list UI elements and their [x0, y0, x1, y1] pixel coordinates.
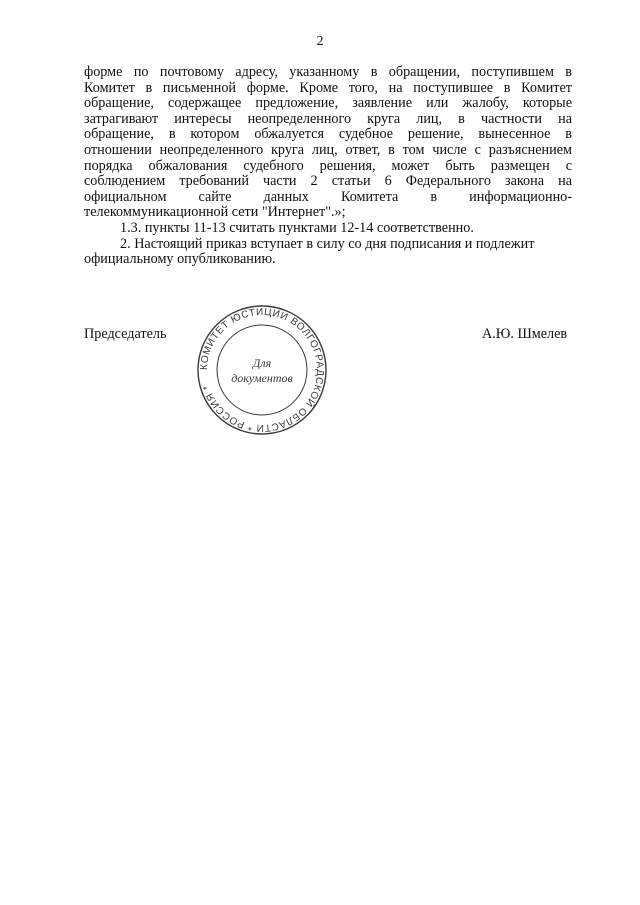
signer-name: А.Ю. Шмелев [482, 326, 568, 342]
signer-title: Председатель [84, 326, 167, 342]
seal-center-line-2: документов [231, 371, 293, 385]
text-line: обращение, содержащее предложение, заявление или жалобу, которые [84, 95, 572, 112]
document-body [84, 65, 572, 268]
page-number: 2 [316, 34, 324, 49]
text-line: форме по почтовому адресу, указанному в обращении, поступившем в [84, 64, 572, 80]
text-line: отношении неопределенного круга лиц, ответ, в том числе с разъяснением [84, 141, 572, 158]
item-1-3: 1.3. пункты 11-13 считать пунктами 12-14 соответственно. [120, 219, 474, 236]
text-line: порядка обжалования судебного решения, может быть размещен с [84, 157, 572, 174]
text-line: телекоммуникационной сети "Интернет".»; [84, 204, 346, 221]
seal-center-line-1: Для [252, 356, 272, 370]
text-line: Комитет в письменной форме. Кроме того, на поступившее в Комитет [84, 79, 572, 96]
seal-ring-textpath: КОМИТЕТ ЮСТИЦИИ ВОЛГОГРАДСКОЙ ОБЛАСТИ * РОССИЯ * [198, 306, 326, 434]
text-line: соблюдением требований части 2 статьи 6 Федерального закона на [84, 173, 572, 190]
official-seal [195, 303, 329, 437]
seal-inner-ring [217, 325, 307, 415]
item-2-line-2: официальному опубликованию. [84, 251, 276, 268]
text-line: затрагивают интересы неопределенного круга лиц, в частности на [84, 110, 572, 127]
text-line: обращение, в котором обжалуется судебное решение, вынесенное в [84, 126, 572, 143]
text-line: официальном сайте данных Комитета в информационно- [84, 188, 572, 205]
item-2-line-1: 2. Настоящий приказ вступает в силу со дня подписания и подлежит [120, 235, 535, 252]
